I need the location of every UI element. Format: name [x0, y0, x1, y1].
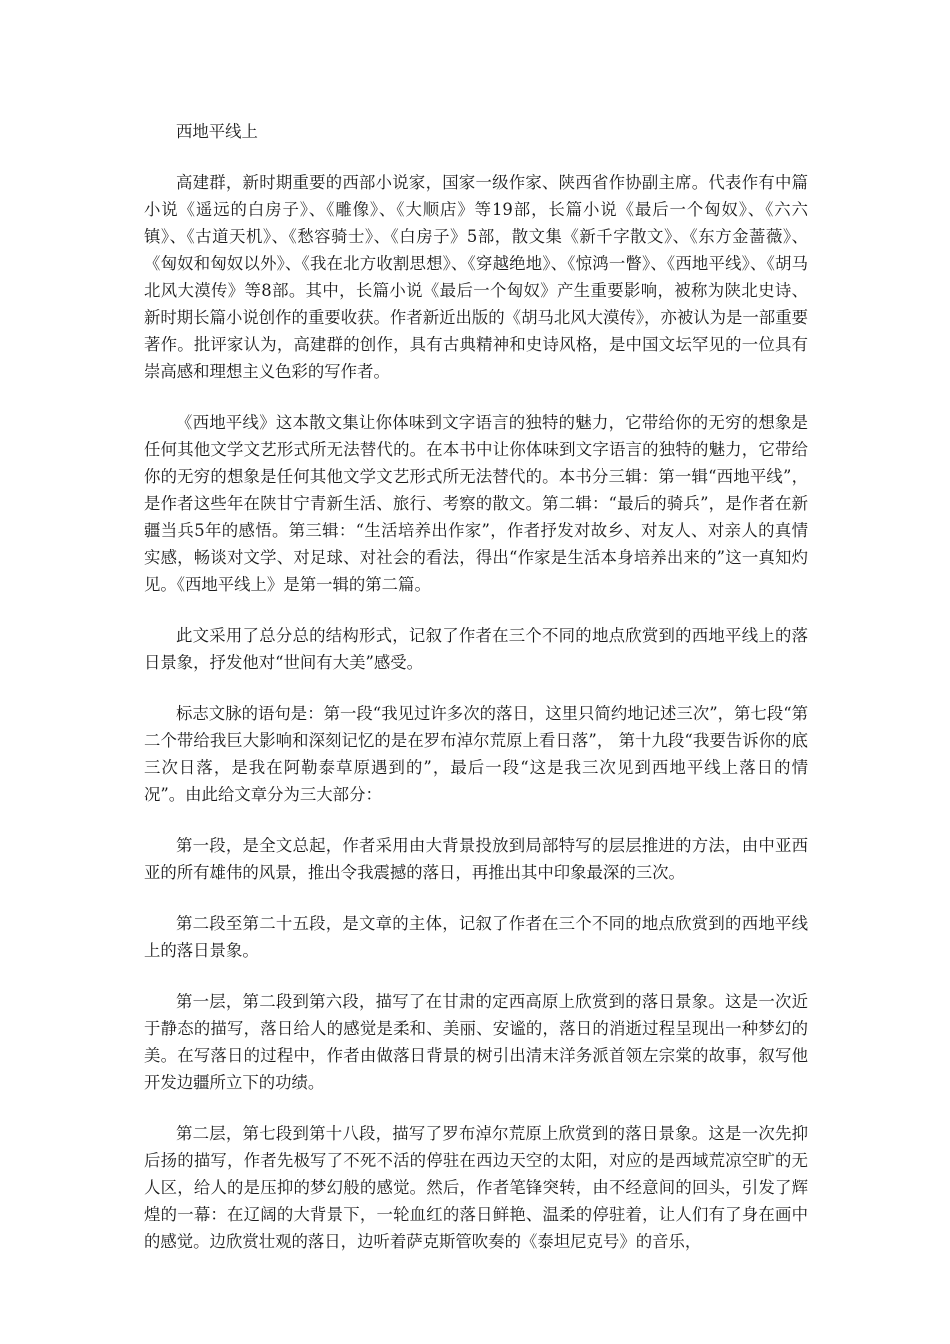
paragraph-book-intro: 《西地平线》这本散文集让你体味到文字语言的独特的魅力，它带给你的无穷的想象是任何其他文学文艺形式所无法替代的。在本书中让你体味到文字语言的独特的魅力，它带给你的无穷的想象是任何其他文学文艺形式所无法替代的。本书分三辑：第一辑“西地平线”，是作者这些年在陕甘宁青新生活、旅行、考察的散文。第二辑：“最后的骑兵”，是作者在新疆当兵5年的感悟。第三辑：“生活培养出作家”，作者抒发对故乡、对友人、对亲人的真情实感，畅谈对文学、对足球、对社会的看法，得出“作家是生活本身培养出来的”这一真知灼见。《西地平线上》是第一辑的第二篇。 — [144, 413, 808, 594]
document-page — [144, 118, 808, 1279]
paragraph-key-sentences: 标志文脉的语句是：第一段“我见过许多次的落日，这里只简约地记述三次”，第七段“第二个带给我巨大影响和深刻记忆的是在罗布淖尔荒原上看日落”， 第十九段“我要告诉你的底三次日落，是我在阿勒泰草原遇到的”，最后一段“这是我三次见到西地平线上落日的情况”。由此给文章分为三大部分： — [144, 704, 808, 804]
paragraph-part-one: 第一段，是全文总起，作者采用由大背景投放到局部特写的层层推进的方法，由中亚西亚的所有雄伟的风景，推出令我震撼的落日，再推出其中印象最深的三次。 — [144, 836, 808, 882]
paragraph-part-two: 第二段至第二十五段，是文章的主体，记叙了作者在三个不同的地点欣赏到的西地平线上的落日景象。 — [144, 914, 808, 960]
paragraph-structure: 此文采用了总分总的结构形式，记叙了作者在三个不同的地点欣赏到的西地平线上的落日景象，抒发他对“世间有大美”感受。 — [144, 626, 808, 672]
paragraph-author-intro: 高建群，新时期重要的西部小说家，国家一级作家、陕西省作协副主席。代表作有中篇小说《遥远的白房子》、《雕像》、《大顺店》等19部，长篇小说《最后一个匈奴》、《六六镇》、《古道天机》、《愁容骑士》、《白房子》5部，散文集《新千字散文》、《东方金蔷薇》、《匈奴和匈奴以外》、《我在北方收割思想》、《穿越绝地》、《惊鸿一瞥》、《西地平线》、《胡马北风大漠传》等8部。其中，长篇小说《最后一个匈奴》产生重要影响，被称为陕北史诗、新时期长篇小说创作的重要收获。作者新近出版的《胡马北风大漠传》，亦被认为是一部重要著作。批评家认为，高建群的创作，具有古典精神和史诗风格，是中国文坛罕见的一位具有崇高感和理想主义色彩的写作者。 — [144, 173, 808, 381]
document-title: 西地平线上 — [176, 122, 258, 141]
paragraph-layer-two: 第二层，第七段到第十八段，描写了罗布淖尔荒原上欣赏到的落日景象。这是一次先抑后扬的描写，作者先极写了不死不活的停驻在西边天空的太阳，对应的是西域荒凉空旷的无人区，给人的是压抑的梦幻般的感觉。然后，作者笔锋突转，由不经意间的回头，引发了辉煌的一幕：在辽阔的大背景下，一轮血红的落日鲜艳、温柔的停驻着，让人们有了身在画中的感觉。边欣赏壮观的落日，边听着萨克斯管吹奏的《泰坦尼克号》的音乐， — [144, 1124, 808, 1251]
paragraph-layer-one: 第一层，第二段到第六段，描写了在甘肃的定西高原上欣赏到的落日景象。这是一次近于静态的描写，落日给人的感觉是柔和、美丽、安谧的，落日的消逝过程呈现出一种梦幻的美。在写落日的过程中，作者由做落日背景的树引出清末洋务派首领左宗棠的故事，叙写他开发边疆所立下的功绩。 — [144, 992, 808, 1092]
